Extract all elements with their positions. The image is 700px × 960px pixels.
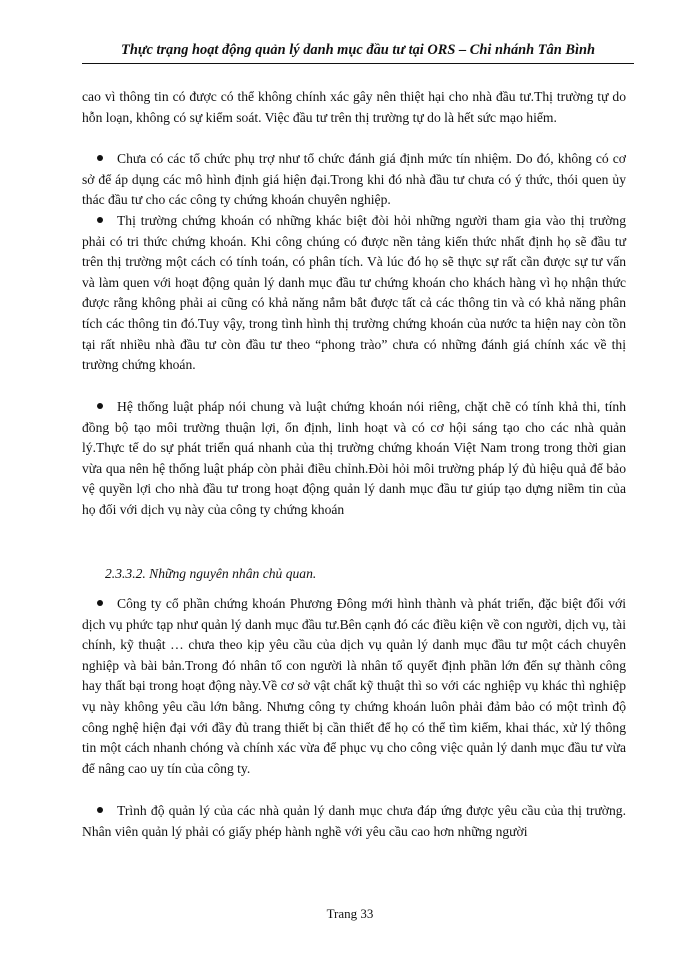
bullet-text: Trình độ quản lý của các nhà quản lý danh mục chưa đáp ứng được yêu cầu của thị trường. Nhân viên quản lý phải có giấy phép hành nghề với yêu cầu cao hơn những người bbox=[82, 803, 626, 839]
bullet-text: Hệ thống luật pháp nói chung và luật chứng khoán nói riêng, chặt chẽ có tính khả thi, tính đồng bộ tạo môi trường thuận lợi, ổn định, linh hoạt và có cơ hội sáng tạo cho các nhà quản lý.Thực tế do sự phát triển quá nhanh của thị trường chứng khoán Việt Nam trong trong thời gian vừa qua nên hệ thống luật pháp còn phải điều chỉnh.Đòi hỏi môi trường pháp lý đủ hiệu quả để bảo vệ quyền lợi cho nhà đầu tư trong hoạt động quản lý danh mục đầu tư giúp tạo dựng niềm tin của họ đối với dịch vụ này của công ty chứng khoán bbox=[82, 399, 626, 517]
bullet-text: Chưa có các tổ chức phụ trợ như tổ chức đánh giá định mức tín nhiệm. Do đó, không có cơ sở để áp dụng các mô hình định giá hiện đại.Trong khi đó nhà đầu tư chưa có ý thức, thói quen ủy thác đầu tư cho các công ty chứng khoán chuyên nghiệp. bbox=[82, 151, 626, 208]
intro-paragraph: cao vì thông tin có được có thể không chính xác gây nên thiệt hại cho nhà đầu tư.Thị trường tự do hỗn loạn, không có sự kiểm soát. Việc đầu tư trên thị trường tự do là hết sức mạo hiểm. bbox=[82, 89, 626, 125]
bullet-item-investor-knowledge bbox=[82, 211, 626, 376]
section-heading: 2.3.3.2. Những nguyên nhân chủ quan. bbox=[105, 566, 317, 581]
header-rule bbox=[82, 63, 634, 64]
bullet-icon bbox=[97, 403, 103, 409]
page-header bbox=[82, 41, 634, 59]
bullet-item-legal-system bbox=[82, 397, 626, 521]
header-title: Thực trạng hoạt động quản lý danh mục đầu tư tại ORS – Chi nhánh Tân Bình bbox=[121, 42, 595, 58]
bullet-item-management-level bbox=[82, 801, 626, 842]
bullet-item-company-development bbox=[82, 594, 626, 779]
bullet-text: Công ty cổ phần chứng khoán Phương Đông mới hình thành và phát triển, đặc biệt đối với dịch vụ phức tạp như quản lý danh mục đầu tư.Bên cạnh đó các điều kiện về con người, dịch vụ, tài chính, kỹ thuật … chưa theo kịp yêu cầu của dịch vụ quản lý danh mục đầu tư một cách chuyên nghiệp và bài bản.Trong đó nhân tố con người là nhân tố quyết định phần lớn đến sự thành công hay thất bại trong hoạt động này.Về cơ sở vật chất kỹ thuật thì so với các nghiệp vụ khác thì nghiệp vụ này không yêu cầu lớn bằng. Nhưng công ty chứng khoán luôn phải đảm bảo có một trình độ công nghệ hiện đại với đầy đủ trang thiết bị cần thiết để họ có thể tìm kiếm, khai thác, xử lý thông tin một cách nhanh chóng và chính xác vừa để phục vụ cho công việc quản lý danh mục đầu tư vừa để nâng cao uy tín của công ty. bbox=[82, 596, 626, 776]
bullet-item-rating-organizations bbox=[82, 149, 626, 211]
bullet-icon bbox=[97, 600, 103, 606]
bullet-icon bbox=[97, 807, 103, 813]
bullet-icon bbox=[97, 217, 103, 223]
page-number: Trang 33 bbox=[326, 906, 374, 921]
bullet-icon bbox=[97, 155, 103, 161]
bullet-text: Thị trường chứng khoán có những khác biệt đòi hỏi những người tham gia vào thị trường phải có tri thức chứng khoán. Khi công chúng có được nền tảng kiến thức nhất định họ sẽ đầu tư trên thị trường một cách có tính toán, có phân tích. Và lúc đó họ sẽ thực sự rất cần được sự tư vấn và làm quen với hoạt động quản lý danh mục đầu tư chứng khoán cho khách hàng vì họ nhận thức được rằng không phải ai cũng có khả năng nắm bắt được tất cả các thông tin và có khả năng phân tích các thông tin đó.Tuy vậy, trong tình hình thị trường chứng khoán của nước ta hiện nay còn tồn tại rất nhiều nhà đầu tư còn đầu tư theo “phong trào” chưa có những đánh giá chính xác về thị trường chứng khoán. bbox=[82, 213, 626, 373]
